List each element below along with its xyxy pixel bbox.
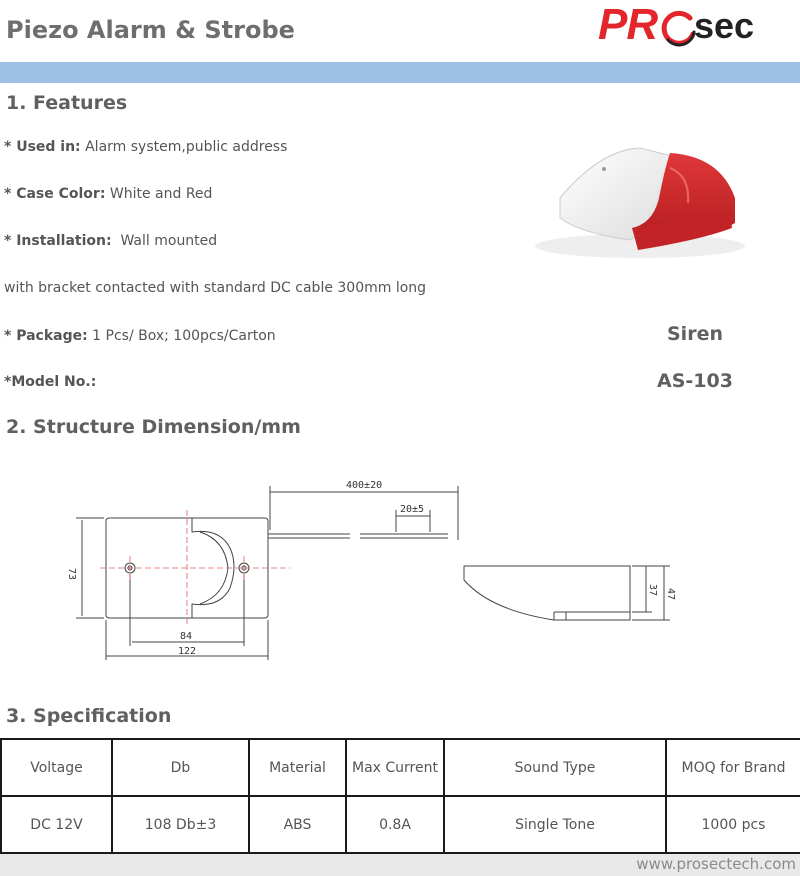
- feature-used-in: [4, 139, 287, 155]
- spec-value-row: [1, 796, 800, 853]
- header-band: [0, 62, 800, 83]
- dimension-drawing: [60, 470, 700, 670]
- feature-case-color: [4, 186, 212, 202]
- logo-text-pro: PR: [598, 0, 658, 49]
- spec-value-cell: ABS: [249, 796, 346, 853]
- dim-cable-length: 400±20: [346, 480, 383, 491]
- dim-strip-length: 20±5: [400, 504, 425, 515]
- dim-total-height: 47: [665, 588, 676, 601]
- spec-header-cell: MOQ for Brand: [666, 739, 800, 796]
- feature-value: Wall mounted: [111, 233, 218, 249]
- feature-label: * Used in:: [4, 139, 81, 155]
- page-title: Piezo Alarm & Strobe: [6, 16, 295, 44]
- footer-url: www.prosectech.com: [636, 855, 796, 873]
- spec-header-cell: Max Current: [346, 739, 444, 796]
- logo-o-swirl-icon: [660, 10, 698, 48]
- footer-bar: [0, 854, 800, 876]
- spec-header-cell: Voltage: [1, 739, 112, 796]
- dim-hole-spacing: 84: [180, 631, 193, 642]
- spec-header-row: [1, 739, 800, 796]
- spec-value-cell: 0.8A: [346, 796, 444, 853]
- feature-label: *Model No.:: [4, 374, 97, 390]
- feature-value: 1 Pcs/ Box; 100pcs/Carton: [87, 328, 276, 344]
- spec-header-cell: Db: [112, 739, 249, 796]
- feature-label: * Package:: [4, 328, 88, 344]
- spec-value-cell: 108 Db±3: [112, 796, 249, 853]
- spec-value-cell: DC 12V: [1, 796, 112, 853]
- siren-product-image: [520, 128, 760, 268]
- dim-width: 122: [178, 646, 197, 657]
- logo-text-sec: sec: [694, 5, 755, 46]
- feature-model-no: [4, 374, 96, 390]
- dim-side-height: 37: [647, 584, 658, 597]
- feature-label: * Installation:: [4, 233, 112, 249]
- spec-value-cell: 1000 pcs: [666, 796, 800, 853]
- spec-header-cell: Sound Type: [444, 739, 666, 796]
- feature-installation: [4, 233, 217, 249]
- structure-heading: 2. Structure Dimension/mm: [6, 416, 301, 438]
- spec-table: [0, 738, 800, 854]
- features-heading: 1. Features: [6, 92, 128, 114]
- spec-value-cell: Single Tone: [444, 796, 666, 853]
- feature-value: Alarm system,public address: [80, 139, 288, 155]
- specification-heading: 3. Specification: [6, 705, 172, 727]
- feature-package: [4, 328, 276, 344]
- feature-value: with bracket contacted with standard DC cable 300mm long: [4, 280, 427, 296]
- feature-value: White and Red: [105, 186, 213, 202]
- spec-header-cell: Material: [249, 739, 346, 796]
- feature-label: * Case Color:: [4, 186, 106, 202]
- dim-height: 73: [66, 568, 77, 581]
- product-model: AS-103: [657, 370, 733, 392]
- product-name: Siren: [667, 323, 723, 345]
- feature-cable-note: [4, 280, 426, 296]
- prosec-logo: [596, 2, 786, 52]
